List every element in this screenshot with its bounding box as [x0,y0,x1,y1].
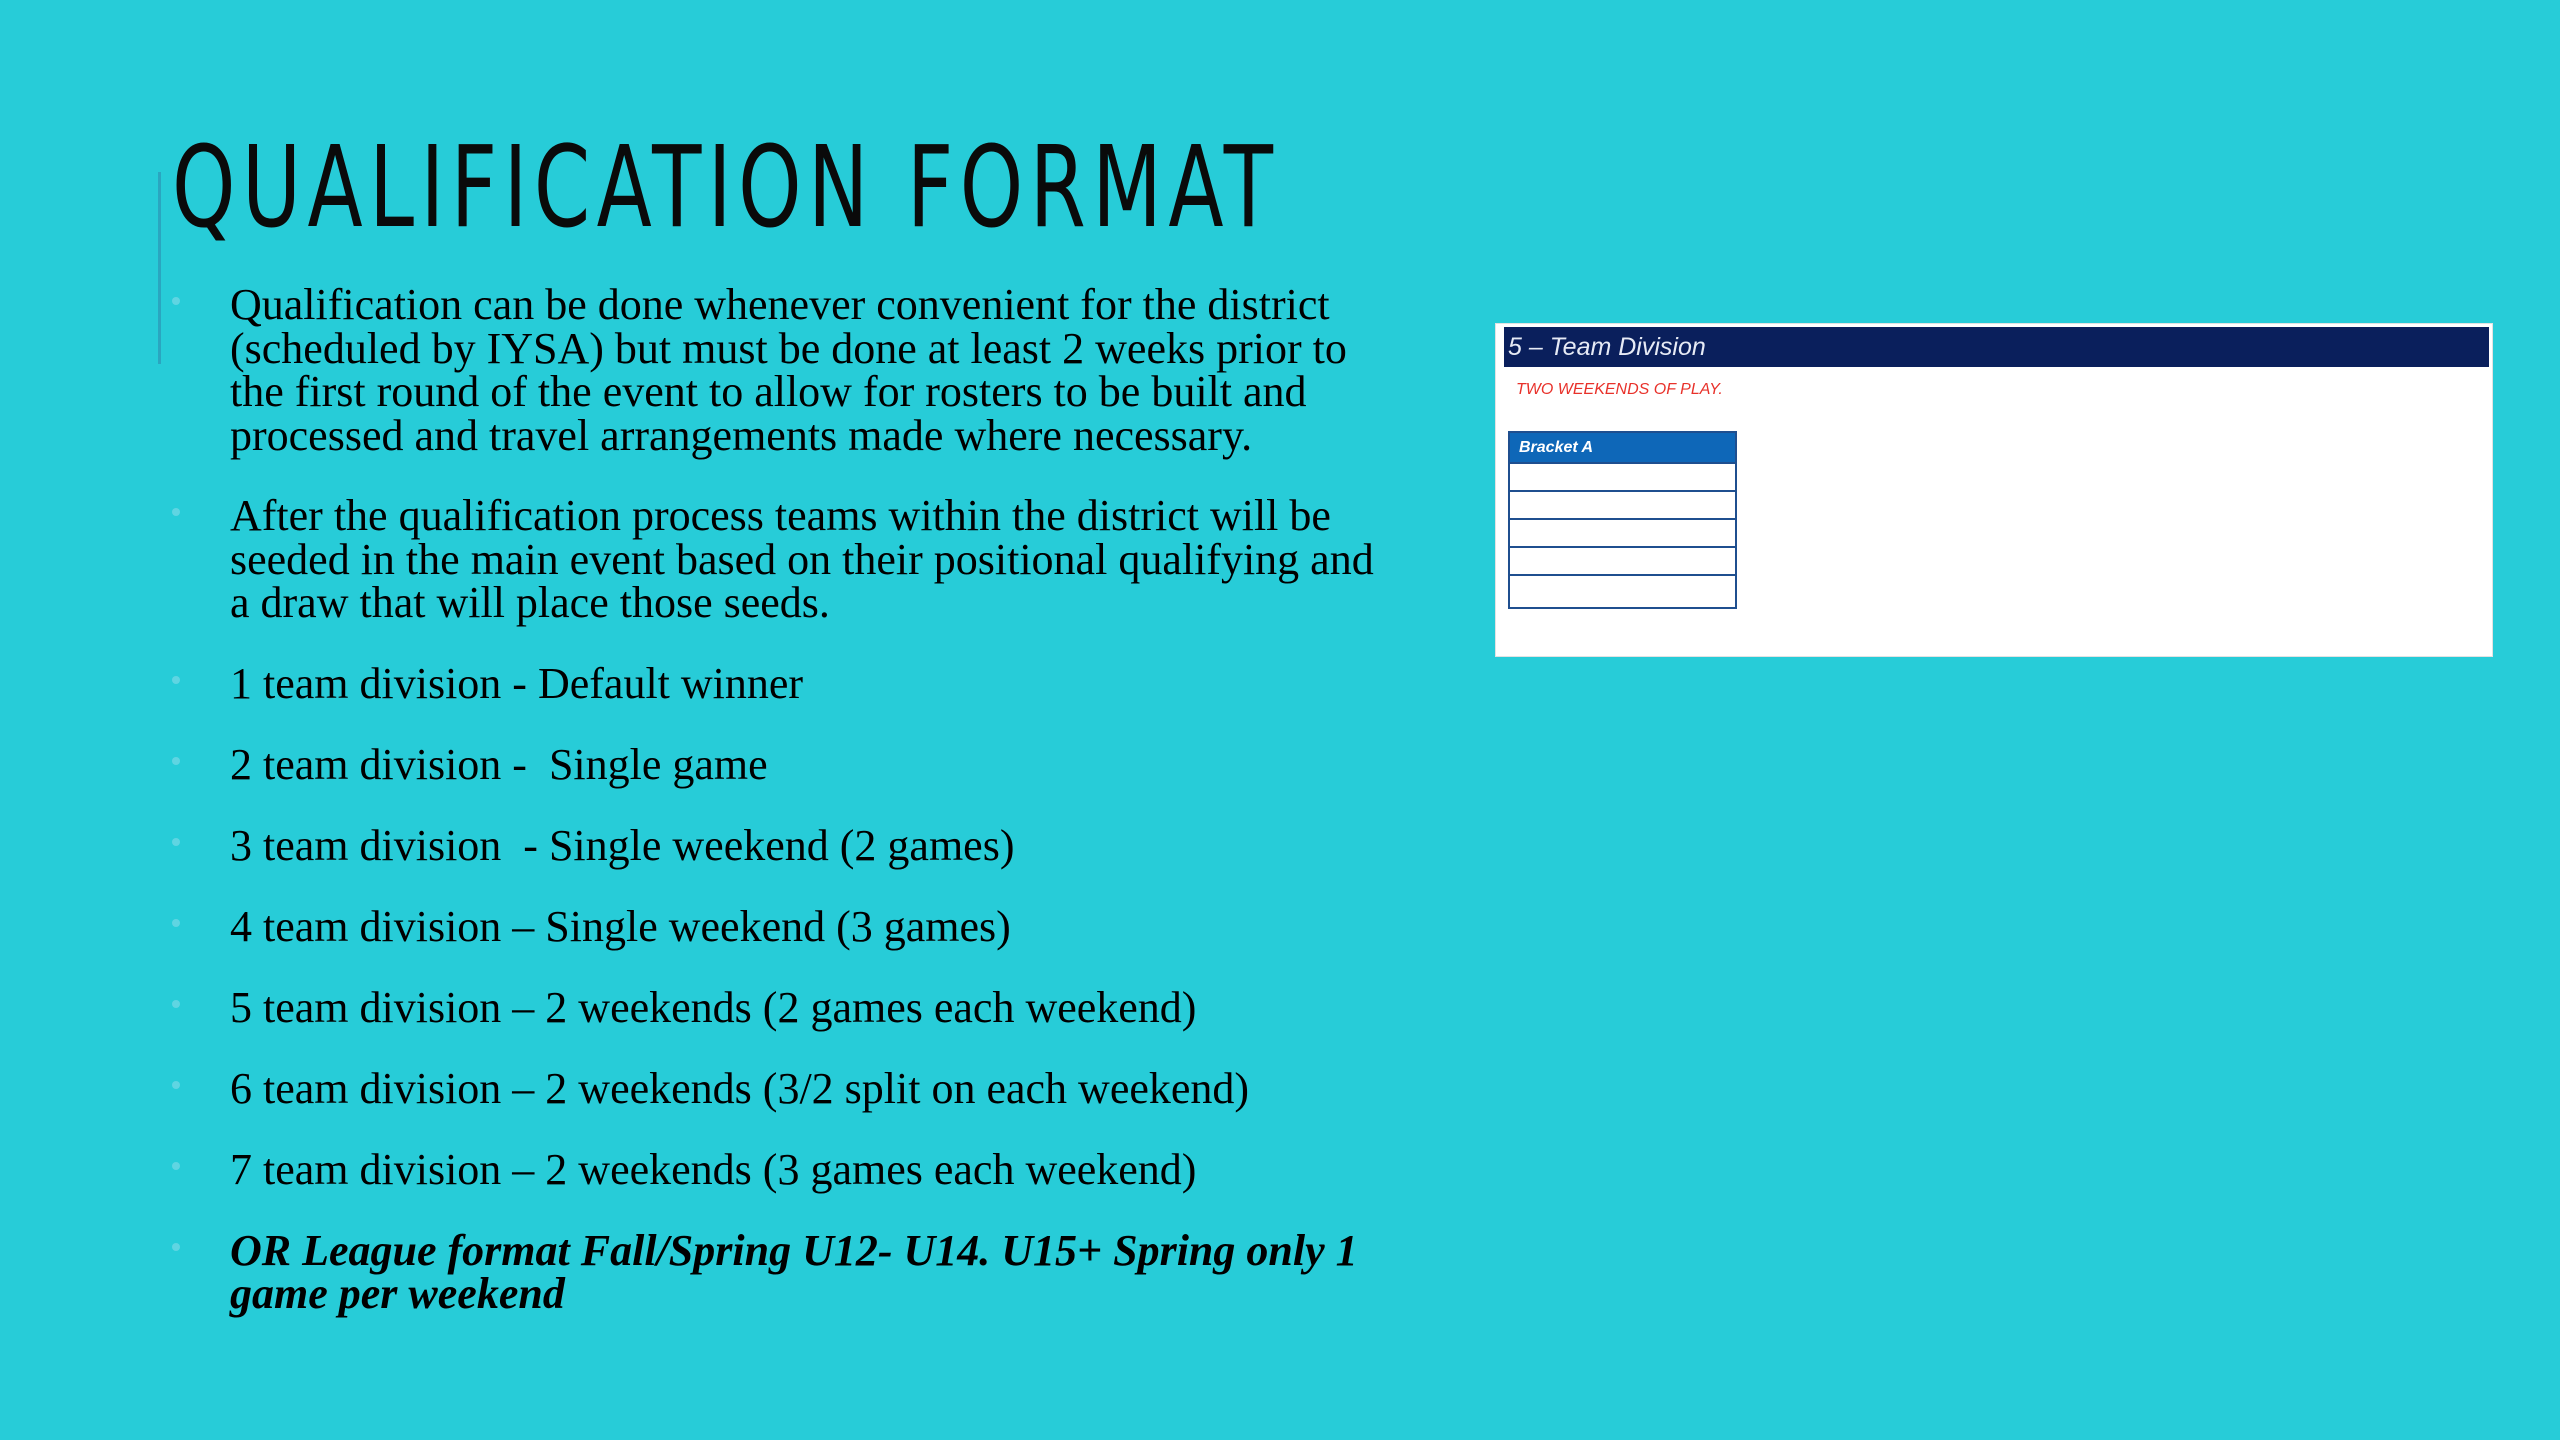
figure-note: TWO WEEKENDS OF PLAY. [1516,381,1723,398]
bullet-item-qualification-timing [168,280,1398,460]
bullet-icon [172,676,180,684]
slide-title: QUALIFICATION FORMAT [172,123,1280,253]
bracket-row [1510,546,1735,574]
bullet-icon [172,297,180,305]
bullet-text: Qualification can be done whenever convenient for the district (scheduled by IYSA) but must be done at least 2 weeks prior to the first round of the event to allow for rosters to be built and processed and travel arrangements made where necessary. [230,280,1347,460]
bullet-icon [172,919,180,927]
bullet-icon [172,838,180,846]
figure-header: 5 – Team Division [1504,327,2489,367]
bullet-icon [172,1000,180,1008]
bullet-item-league-format [168,1225,1398,1318]
bullet-item-1-team [168,658,1398,708]
bullet-item-seeding [168,491,1398,627]
bracket-header: Bracket A [1510,433,1735,462]
bullet-icon [172,757,180,765]
bullet-text: 1 team division - Default winner [230,658,804,708]
bracket-figure [1495,323,2493,657]
bracket-row [1510,462,1735,490]
title-accent-line [158,172,161,364]
bullet-icon [172,1162,180,1170]
bullet-list [168,280,1398,1353]
bullet-item-6-team [168,1063,1398,1113]
bullet-item-7-team [168,1144,1398,1194]
bullet-text: 2 team division - Single game [230,739,768,789]
bracket-row [1510,490,1735,518]
bracket-row [1510,574,1735,602]
bullet-item-4-team [168,901,1398,951]
bullet-text: After the qualification process teams within the district will be seeded in the main event based on their positional qualifying and a draw that will place those seeds. [230,491,1374,627]
bullet-text: 4 team division – Single weekend (3 games) [230,901,1011,951]
bullet-text: 3 team division - Single weekend (2 games) [230,820,1015,870]
bullet-text: OR League format Fall/Spring U12- U14. U15+ Spring only 1 game per weekend [230,1225,1358,1318]
bullet-item-5-team [168,982,1398,1032]
bullet-text: 6 team division – 2 weekends (3/2 split on each weekend) [230,1063,1250,1113]
bullet-icon [172,1081,180,1089]
bullet-icon [172,1243,180,1251]
bullet-text: 5 team division – 2 weekends (2 games each weekend) [230,982,1197,1032]
bracket-table [1508,431,1737,609]
bullet-icon [172,508,180,516]
bullet-item-3-team [168,820,1398,870]
bullet-text: 7 team division – 2 weekends (3 games each weekend) [230,1144,1197,1194]
bullet-item-2-team [168,739,1398,789]
bracket-row [1510,518,1735,546]
